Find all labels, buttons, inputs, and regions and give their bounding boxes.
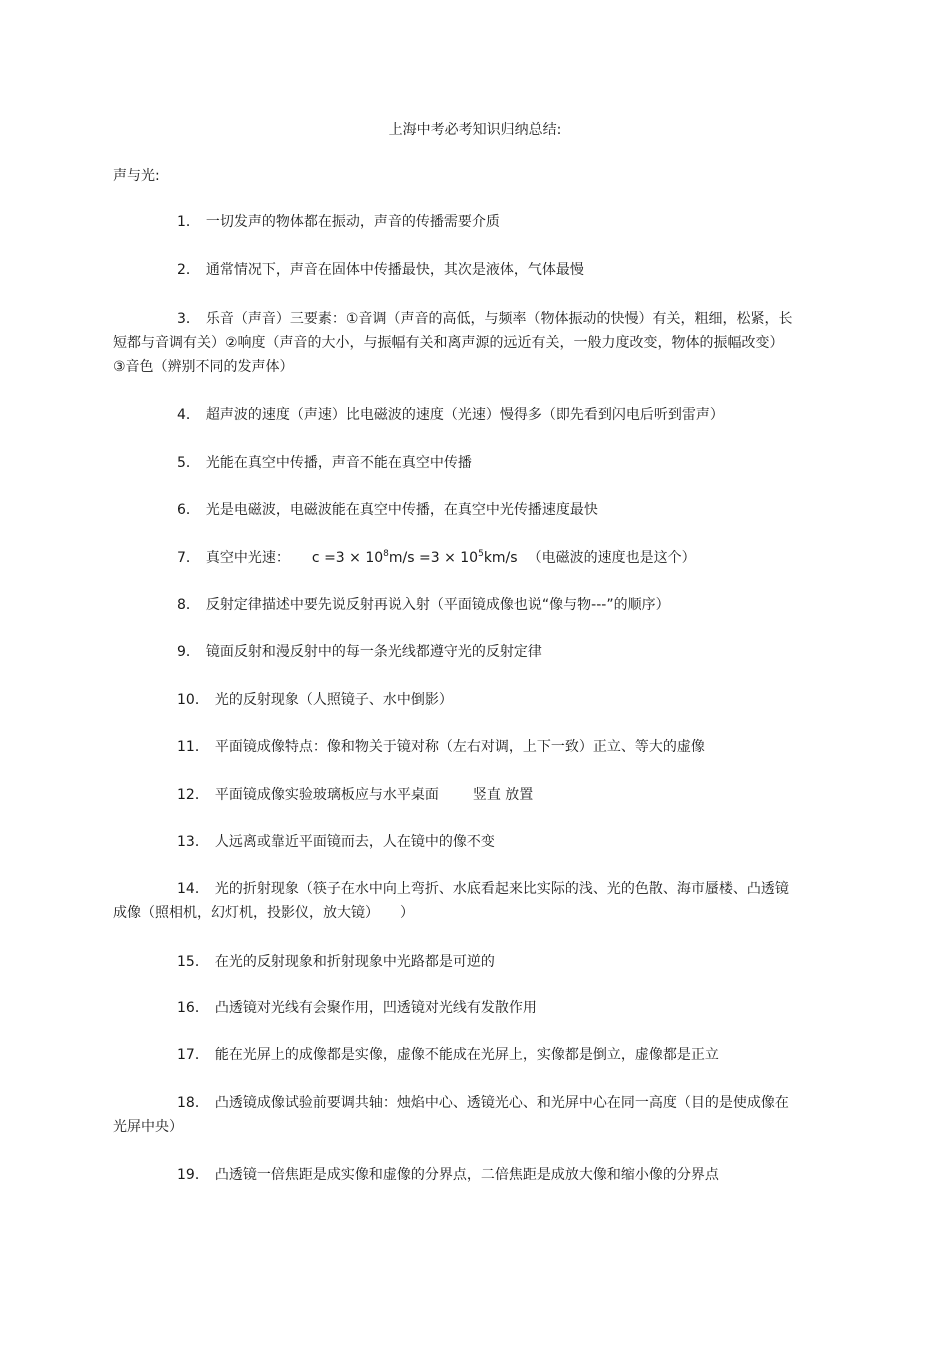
item-text: 人远离或靠近平面镜而去，人在镜中的像不变 [214,834,495,850]
list-item [113,688,793,712]
item-number: 19． [177,1167,209,1183]
item-text: 反射定律描述中要先说反射再说入射（平面镜成像也说“像与物---”的顺序） [205,597,670,613]
item-text: 光能在真空中传播，声音不能在真空中传播 [205,455,472,471]
list-item [113,307,793,379]
item-text: 一切发声的物体都在振动，声音的传播需要介质 [205,214,500,230]
list-item-speed-of-light [113,546,793,570]
item-number: 17． [177,1047,209,1063]
item-number: 12． [177,787,209,803]
item-text: 凸透镜对光线有会聚作用，凹透镜对光线有发散作用 [214,1000,537,1016]
list-item [113,996,793,1020]
item-number: 14． [177,881,209,897]
list-item [113,1043,793,1067]
item-text: 平面镜成像特点：像和物关于镜对称（左右对调，上下一致）正立、等大的虚像 [214,739,705,755]
item-text: 能在光屏上的成像都是实像，虚像不能成在光屏上，实像都是倒立，虚像都是正立 [214,1047,719,1063]
item-text: 超声波的速度（声速）比电磁波的速度（光速）慢得多（即先看到闪电后听到雷声） [205,407,724,423]
list-item [113,210,793,234]
item-text: 光的折射现象（筷子在水中向上弯折、水底看起来比实际的浅、光的色散、海市蜃楼、凸透镜成像（照相机，幻灯机，投影仪，放大镜） ） [113,881,789,921]
list-item [113,783,793,807]
item-text: 光是电磁波，电磁波能在真空中传播，在真空中光传播速度最快 [205,502,598,518]
formula-part: km/s [483,550,518,566]
item-number: 10． [177,692,209,708]
item-text: 真空中光速： [205,550,290,566]
item-text: 在光的反射现象和折射现象中光路都是可逆的 [214,954,495,970]
item-text: （电磁波的速度也是这个） [527,550,696,566]
item-text: 竖直 放置 [472,787,534,803]
item-number: 15． [177,954,209,970]
section-heading: 声与光: [113,168,160,184]
item-text: 通常情况下，声音在固体中传播最快，其次是液体，气体最慢 [205,262,584,278]
item-text: 乐音（声音）三要素：①音调（声音的高低，与频率（物体振动的快慢）有关，粗细，松紧，长短都与音调有关）②响度（声音的大小，与振幅有关和离声源的远近有关，一般力度改变，物体的振幅改变）③音色（辨别不同的发声体） [113,311,793,375]
list-item [113,1163,793,1187]
item-text: 凸透镜一倍焦距是成实像和虚像的分界点，二倍焦距是成放大像和缩小像的分界点 [214,1167,719,1183]
list-item [113,593,793,617]
item-number: 16． [177,1000,209,1016]
list-item [113,498,793,522]
list-item [113,877,793,925]
item-number: 3． [177,311,200,327]
item-number: 7． [177,550,200,566]
item-number: 9． [177,644,200,660]
exponent: 5 [478,549,484,559]
page-title: 上海中考必考知识归纳总结: [388,122,562,138]
item-number: 13． [177,834,209,850]
item-number: 11． [177,739,209,755]
formula-part: m/s =3 × 10 [388,550,479,566]
item-number: 6． [177,502,200,518]
item-number: 2． [177,262,200,278]
exponent: 8 [383,549,389,559]
list-item [113,451,793,475]
item-number: 8． [177,597,200,613]
list-item [113,258,793,282]
item-text: 平面镜成像实验玻璃板应与水平桌面 [214,787,439,803]
item-text: 光的反射现象（人照镜子、水中倒影） [214,692,453,708]
item-number: 5． [177,455,200,471]
list-item [113,1091,793,1139]
list-item [113,403,793,427]
item-text: 凸透镜成像试验前要调共轴：烛焰中心、透镜光心、和光屏中心在同一高度（目的是使成像在光屏中央） [113,1095,789,1135]
list-item [113,830,793,854]
formula-part: c =3 × 10 [311,550,384,566]
item-number: 18． [177,1095,209,1111]
item-number: 4． [177,407,200,423]
list-item [113,640,793,664]
item-number: 1． [177,214,200,230]
list-item [113,735,793,759]
list-item [113,950,793,974]
item-text: 镜面反射和漫反射中的每一条光线都遵守光的反射定律 [205,644,542,660]
